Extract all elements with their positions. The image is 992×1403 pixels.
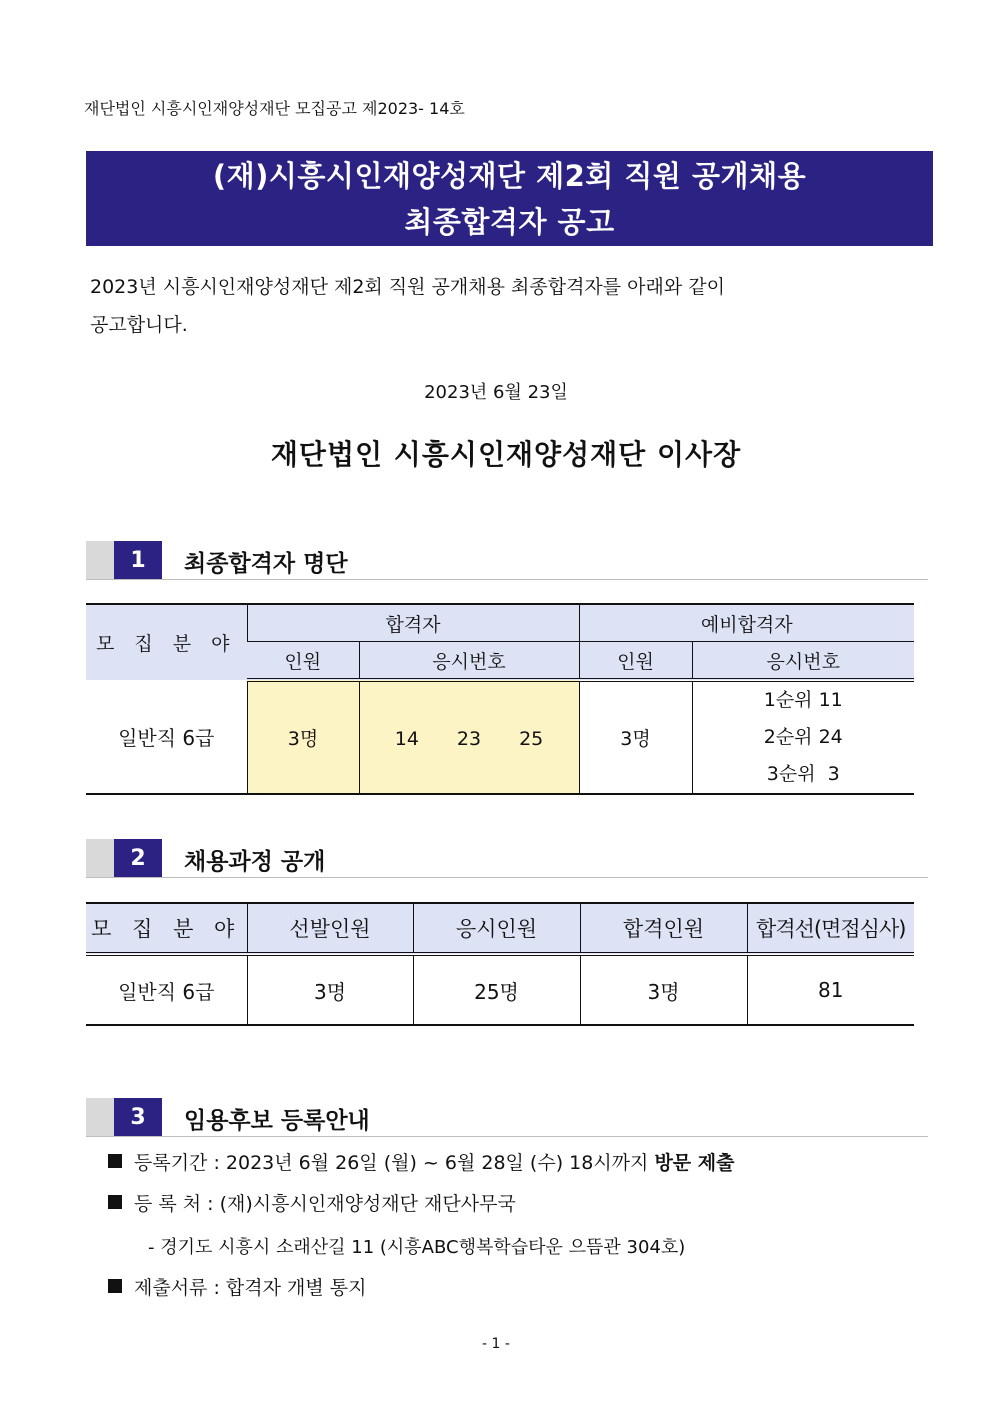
- page-number: - 1 -: [482, 1336, 510, 1352]
- notice-number: 재단법인 시흥시인재양성재단 모집공고 제2023- 14호: [84, 99, 465, 118]
- title-line-2: 최종합격자 공고: [404, 204, 615, 239]
- registration-place: [108, 1189, 516, 1216]
- section-title: 임용후보 등록안내: [184, 1108, 370, 1134]
- section-number: 3: [114, 1098, 162, 1136]
- header-passed: 합격인원: [580, 903, 747, 954]
- section-number: 2: [114, 839, 162, 877]
- selected-cell: 3명: [247, 954, 413, 1025]
- reserve-count-cell: 3명: [579, 680, 692, 794]
- period-emphasis: 방문 제출: [654, 1152, 735, 1174]
- reserve-rank-2: 2순위 24: [763, 726, 843, 748]
- section-2-heading: [86, 839, 928, 878]
- bullet-square-icon: [108, 1195, 122, 1209]
- intro-line-1: 2023년 시흥시인재양성재단 제2회 직원 공개채용 최종합격자를 아래와 같이: [90, 276, 725, 298]
- applicants-cell: 25명: [413, 954, 580, 1025]
- header-reserve-count: 인원: [579, 642, 692, 681]
- reserve-numbers-cell: [692, 680, 914, 794]
- table-row: [86, 680, 914, 794]
- issuer: 재단법인 시흥시인재양성재단 이사장: [270, 438, 742, 471]
- intro-text: [90, 268, 890, 344]
- section-1-heading: [86, 541, 928, 580]
- section-marker: [86, 1098, 114, 1136]
- header-passer-numbers: 응시번호: [359, 642, 579, 681]
- reserve-rank-3: 3순위 3: [766, 763, 840, 785]
- documents: [108, 1273, 366, 1300]
- header-applicants: 응시인원: [413, 903, 580, 954]
- section-title: 채용과정 공개: [184, 849, 326, 875]
- header-cutline: 합격선(면접심사): [747, 903, 914, 954]
- header-selected: 선발인원: [247, 903, 413, 954]
- title-line-1: (재)시흥시인재양성재단 제2회 직원 공개채용: [212, 158, 807, 193]
- section-title: 최종합격자 명단: [184, 551, 348, 577]
- bullet-square-icon: [108, 1279, 122, 1293]
- place-text: 등 록 처 : (재)시흥시인재양성재단 재단사무국: [134, 1193, 516, 1215]
- table-row: [86, 954, 914, 1025]
- bullet-square-icon: [108, 1154, 122, 1168]
- header-passers: 합격자: [247, 604, 579, 642]
- cutline-cell: 81: [747, 954, 914, 1025]
- passer-count-cell: 3명: [247, 680, 359, 794]
- section-marker: [86, 541, 114, 579]
- header-field: 모 집 분 야: [86, 903, 247, 954]
- reserve-rank-1: 1순위 11: [763, 689, 843, 711]
- intro-line-2: 공고합니다.: [90, 314, 188, 336]
- field-cell: 일반직 6급: [86, 954, 247, 1025]
- header-reserve-numbers: 응시번호: [692, 642, 914, 681]
- passer-numbers-cell: 14 23 25: [359, 680, 579, 794]
- title-banner: [86, 151, 933, 246]
- registration-period: [108, 1148, 734, 1175]
- documents-text: 제출서류 : 합격자 개별 통지: [134, 1277, 367, 1299]
- passed-cell: 3명: [580, 954, 747, 1025]
- recruitment-process-table: [86, 902, 914, 1026]
- header-field: 모 집 분 야: [86, 604, 247, 680]
- header-passer-count: 인원: [247, 642, 359, 681]
- header-reserve: 예비합격자: [579, 604, 914, 642]
- address: - 경기도 시흥시 소래산길 11 (시흥ABC행복학습타운 으뜸관 304호): [148, 1237, 686, 1258]
- section-3-heading: [86, 1098, 928, 1137]
- final-passers-table: [86, 603, 914, 795]
- field-cell: 일반직 6급: [86, 680, 247, 794]
- section-marker: [86, 839, 114, 877]
- period-text: 등록기간 : 2023년 6월 26일 (월) ~ 6월 28일 (수) 18시까지: [134, 1152, 649, 1174]
- announcement-date: 2023년 6월 23일: [424, 382, 568, 403]
- section-number: 1: [114, 541, 162, 579]
